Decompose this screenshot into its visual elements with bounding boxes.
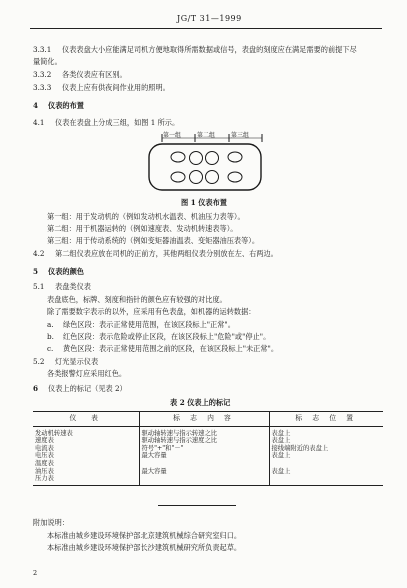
section-title: 仪表上的标记（见表 2） <box>48 384 127 393</box>
header-rule <box>30 28 382 29</box>
section-number: 5 <box>33 267 39 276</box>
list-item: 红色区段：表示危险或停止区段，在该区段标上"危险"或"停止"。 <box>63 332 271 341</box>
table-cell: 压力表 <box>33 475 139 485</box>
table-row <box>33 452 383 460</box>
table-cell: 表盘上 <box>269 426 383 437</box>
table-cell: 温度表 <box>35 459 54 467</box>
table-row <box>33 468 383 476</box>
document-code: JG/T 31—1999 <box>177 14 242 23</box>
clause-title: 灯光显示仪表 <box>55 357 99 366</box>
clause-number: 4.1 <box>33 118 45 127</box>
figure-note: 第三组：用于传动系统的（例如变矩器油温表、变矩器油压表等）。 <box>47 236 260 245</box>
table-cell: 接线端附近的表盘上 <box>269 445 383 453</box>
list-item: 黄色区段：表示正常使用范围之前的区段，在该区段标上"未正常"。 <box>63 344 279 353</box>
list-item: 绿色区段：表示正常使用范围，在该区段标上"正常"。 <box>63 320 235 329</box>
clause-text: 量简化。 <box>33 57 62 66</box>
clause-number: 5.1 <box>33 282 45 291</box>
clause-number: 3.3.3 <box>33 83 52 92</box>
table-row <box>33 426 383 437</box>
table-cell <box>269 475 383 485</box>
clause-text: 各类仪表应有区别。 <box>62 70 127 79</box>
table-caption: 表 2 仪表上的标记 <box>170 398 231 407</box>
table-row <box>33 460 383 468</box>
clause-text: 第二组仪表应放在司机的正前方，其他两组仪表分别放在左、右两边。 <box>55 249 278 258</box>
clause-text: 仪表在表盘上分成三组，如图 1 所示。 <box>55 118 180 127</box>
figure-group-label: 第一组 <box>163 132 182 139</box>
clause-number: 3.3.1 <box>33 45 52 54</box>
section-title: 仪表的布置 <box>48 101 84 110</box>
figure-group-label: 第二组 <box>197 132 216 139</box>
table-row <box>33 445 383 453</box>
clause-number: 4.2 <box>33 249 45 258</box>
table-cell: 表盘上 <box>269 452 383 460</box>
footer-line: 本标准由城乡建设环境保护部长沙建筑机械研究所负责起草。 <box>47 543 242 552</box>
instrument-layout-figure <box>145 130 265 195</box>
figure-group-label: 第三组 <box>231 132 250 139</box>
paragraph: 表盘底色，标牌、刻度和指针的颜色应有较强的对比度。 <box>47 295 227 304</box>
clause-text: 仪表上应有供夜间作业用的照明。 <box>62 83 170 92</box>
figure-note: 第二组：用于机器运转的（例如速度表、发动机转速表等）。 <box>47 224 238 233</box>
table-cell: 最大容量 <box>139 468 269 476</box>
table-cell: 驱动轴转速与指示速度之比 <box>139 437 269 445</box>
table-cell: 油压表 <box>35 467 54 475</box>
table-row <box>33 475 383 485</box>
clause-title: 表盘类仪表 <box>55 282 91 291</box>
footer-rule <box>158 505 236 506</box>
section-number: 4 <box>33 101 39 110</box>
paragraph: 除了需要数字表示的以外，应采用有色表盘，如机器的运转数据： <box>47 307 256 316</box>
list-marker: c. <box>47 344 54 353</box>
table-cell: 驱动轴转速与指示转速之比 <box>139 426 269 437</box>
table-cell <box>269 460 383 468</box>
footer-title: 附加说明： <box>33 518 69 527</box>
table-cell: 符号"+"和"－" <box>139 445 269 453</box>
clause-number: 3.3.2 <box>33 70 52 79</box>
clause-number: 5.2 <box>33 357 45 366</box>
figure-caption: 图 1 仪表布置 <box>181 198 227 207</box>
marks-table <box>33 411 383 486</box>
section-number: 6 <box>33 384 39 393</box>
paragraph: 各类报警灯应采用红色。 <box>47 369 127 378</box>
table-cell: 电压表 <box>35 452 54 460</box>
table-cell: 表盘上 <box>269 437 383 445</box>
list-marker: a. <box>47 320 54 329</box>
table-cell: 电流表 <box>35 444 54 452</box>
page-number: 2 <box>33 569 38 577</box>
column-header-instrument: 仪 表 <box>33 412 139 427</box>
footer-line: 本标准由城乡建设环境保护部北京建筑机械综合研究室归口。 <box>47 531 242 540</box>
column-header-content: 标 志 内 容 <box>139 412 269 427</box>
column-header-position: 标 志 位 置 <box>269 412 383 427</box>
clause-text: 仪表表盘大小应能满足司机方便地取得所需数据或信号，表盘的刻度应在满足需要的前提下尽 <box>62 45 357 54</box>
table-cell: 表盘上 <box>269 468 383 476</box>
table-cell: 最大容量 <box>139 452 269 460</box>
table-cell: 发动机转速表 <box>35 429 73 437</box>
table-cell <box>139 475 269 485</box>
section-title: 仪表的颜色 <box>48 267 84 276</box>
table-cell <box>139 460 269 468</box>
table-row <box>33 437 383 445</box>
figure-note: 第一组：用于发动机的（例如发动机水温表、机油压力表等）。 <box>47 212 245 221</box>
list-marker: b. <box>47 332 54 341</box>
table-cell: 速度表 <box>35 437 54 445</box>
